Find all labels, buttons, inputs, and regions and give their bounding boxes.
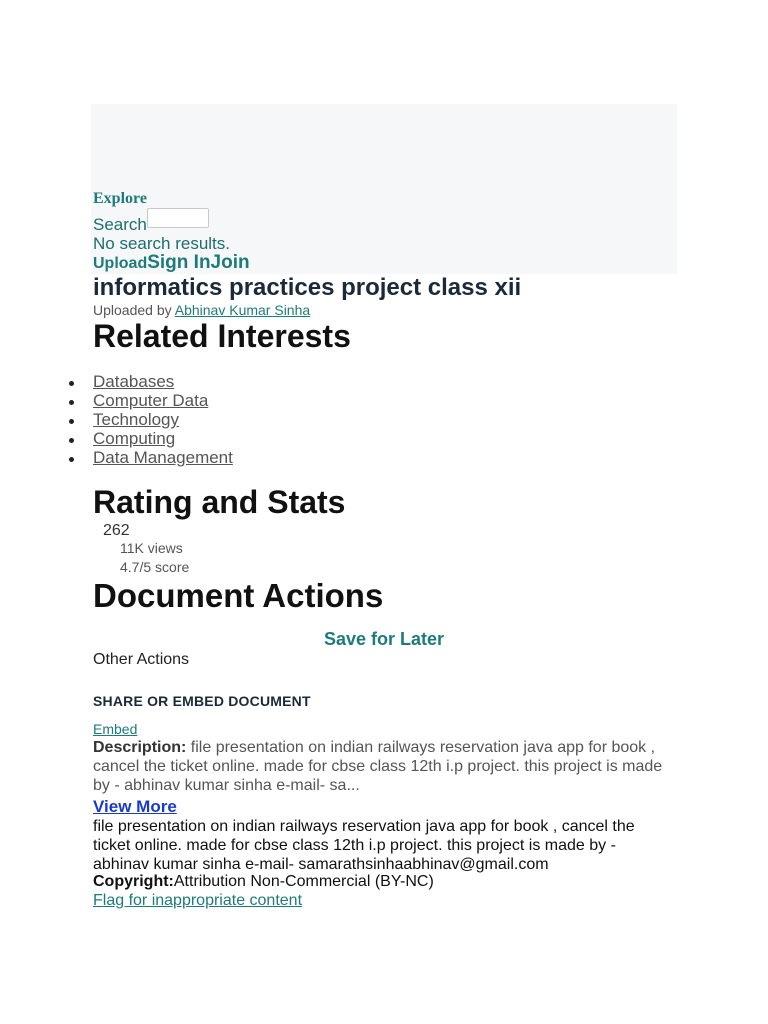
- description-short-text: file presentation on indian railways reservation java app for book , cancel the ticket online. made for cbse class 12th i.p project. this project is made by - abhinav kumar sinha e-mail- sa...: [93, 739, 663, 794]
- list-item: [93, 448, 233, 467]
- explore-link[interactable]: Explore: [93, 190, 147, 207]
- rating-count: 262: [103, 522, 130, 539]
- copyright-label: Copyright:: [93, 873, 174, 890]
- auth-links: [93, 252, 250, 274]
- interest-link-technology[interactable]: Technology: [93, 410, 180, 429]
- interest-link-databases[interactable]: Databases: [93, 372, 175, 391]
- interest-link-computing[interactable]: Computing: [93, 429, 176, 448]
- description-full: file presentation on indian railways reservation java app for book , cancel the ticket online. made for cbse class 12th i.p project. this project is made by - abhinav kumar sinha e-mail- samarathsinhaabhinav@gmail.com: [93, 818, 635, 873]
- list-item: [93, 410, 233, 429]
- list-item: [93, 391, 233, 410]
- embed-link[interactable]: Embed: [93, 721, 138, 737]
- views-count: 11K views: [120, 540, 183, 556]
- share-embed-heading: SHARE OR EMBED DOCUMENT: [93, 693, 311, 709]
- uploaded-by-label: Uploaded by: [93, 302, 172, 318]
- rating-stats-heading: Rating and Stats: [93, 484, 346, 520]
- flag-content-link[interactable]: Flag for inappropriate content: [93, 892, 303, 909]
- other-actions-label[interactable]: Other Actions: [93, 651, 190, 668]
- related-interests-list: [93, 372, 233, 467]
- document-actions-heading: Document Actions: [93, 577, 384, 614]
- search-input[interactable]: [147, 208, 209, 228]
- save-for-later-button[interactable]: Save for Later: [323, 629, 445, 649]
- description-short: [93, 738, 673, 795]
- related-interests-heading: Related Interests: [93, 318, 351, 354]
- interest-link-data-management[interactable]: Data Management: [93, 448, 233, 467]
- join-link[interactable]: Join: [210, 252, 250, 273]
- uploaded-by: [93, 302, 310, 318]
- copyright-value: Attribution Non-Commercial (BY-NC): [173, 873, 434, 890]
- sign-in-link[interactable]: Sign In: [147, 252, 211, 273]
- search-row: [93, 208, 209, 235]
- view-more-link[interactable]: View More: [93, 797, 177, 816]
- interest-link-computer-data[interactable]: Computer Data: [93, 391, 209, 410]
- score-value: 4.7/5 score: [120, 559, 190, 575]
- list-item: [93, 429, 233, 448]
- list-item: [93, 372, 233, 391]
- no-search-results: No search results.: [93, 234, 230, 253]
- upload-link[interactable]: Upload: [93, 255, 148, 272]
- uploader-link[interactable]: Abhinav Kumar Sinha: [174, 302, 311, 318]
- document-title: informatics practices project class xii: [93, 274, 522, 301]
- description-label: Description:: [93, 739, 187, 756]
- copyright: [93, 873, 434, 891]
- search-label: Search: [93, 215, 147, 234]
